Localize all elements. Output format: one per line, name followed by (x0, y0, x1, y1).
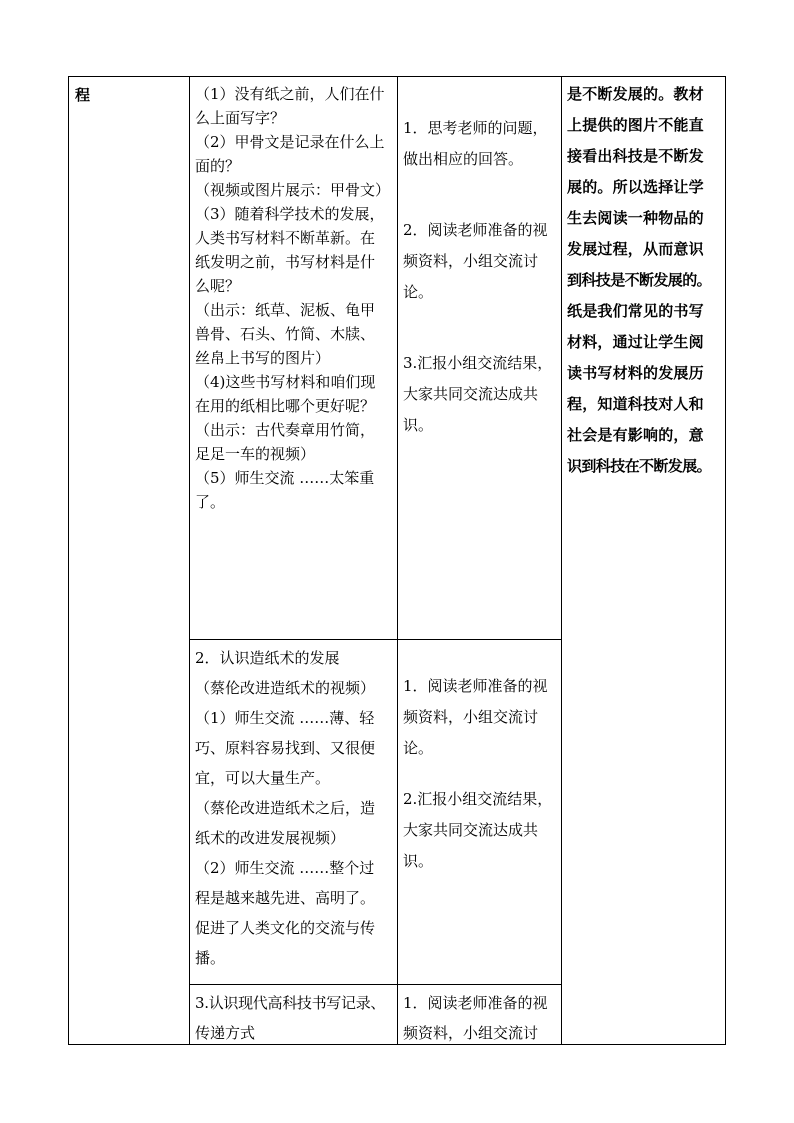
text-line: 促进了人类文化的交流与传 (195, 919, 376, 937)
text-line: 2．阅读老师准备的视 (403, 221, 548, 239)
text-line: 上提供的图片不能直 (567, 116, 704, 134)
text-line: 丝帛上书写的图片） (195, 349, 331, 367)
text-line: 么呢？ (195, 277, 241, 295)
design-intent (567, 79, 725, 482)
text-line: 3.汇报小组交流结果， (403, 354, 553, 372)
teacher-activity-1 (195, 82, 395, 514)
text-line: 2.汇报小组交流结果， (403, 790, 553, 808)
text-line: 纸是我们常见的书写 (567, 302, 704, 320)
text-line: （2）师生交流 ……整个过 (195, 859, 375, 877)
text-line: （蔡伦改进造纸术之后，造 (195, 799, 376, 817)
text-line: 巧、原料容易找到、又很便 (195, 739, 376, 757)
text-line: 足足一车的视频） (195, 445, 316, 463)
text-line: 3.认识现代高科技书写记录、 (195, 994, 386, 1012)
text-line: （视频或图片展示：甲骨文） (195, 181, 391, 199)
text-line: 论。 (403, 283, 434, 301)
text-line: 大家共同交流达成共 (403, 821, 539, 839)
text-line: 人类书写材料不断革新。在 (195, 229, 376, 247)
text-line: 了。 (195, 493, 226, 511)
text-line: 1．阅读老师准备的视 (403, 994, 548, 1012)
text-line: （1）没有纸之前，人们在什 (195, 85, 385, 103)
text-line: 识。 (403, 416, 434, 434)
text-line: 展的。所以选择让学 (567, 178, 704, 196)
text-line: 宜，可以大量生产。 (195, 769, 331, 787)
text-line: 读书写材料的发展历 (567, 364, 704, 382)
text-line: 频资料，小组交流讨 (403, 708, 539, 726)
teacher-activity-2 (195, 643, 395, 973)
text-line: 1．阅读老师准备的视 (403, 677, 548, 695)
student-activity-3 (403, 988, 563, 1048)
text-line: （4)这些书写材料和咱们现 (195, 373, 376, 391)
lesson-plan-table (68, 76, 726, 1045)
text-line: 接看出科技是不断发 (567, 147, 704, 165)
text-line: 频资料，小组交流讨 (403, 252, 539, 270)
text-line: 识。 (403, 852, 434, 870)
text-line: 面的？ (195, 157, 241, 175)
text-line: 传递方式 (195, 1024, 256, 1042)
text-line: 程是越来越先进、高明了。 (195, 889, 376, 907)
text-line: 社会是有影响的，意 (567, 426, 704, 444)
text-line: （5）师生交流 ……太笨重 (195, 469, 375, 487)
text-line: 材料，通过让学生阅 (567, 333, 704, 351)
text-line: 频资料，小组交流讨 (403, 1024, 539, 1042)
text-line: 做出相应的回答。 (403, 150, 524, 168)
text-line: 兽骨、石头、竹简、木牍、 (195, 325, 376, 343)
row-label: 程 (75, 86, 91, 104)
student-activity-1 (403, 113, 563, 441)
text-line: （出示：古代奏章用竹简， (195, 421, 376, 439)
text-line: 播。 (195, 949, 226, 967)
text-line: 识到科技在不断发展。 (567, 457, 712, 475)
row-divider (189, 984, 561, 985)
text-line: （3）随着科学技术的发展， (195, 205, 385, 223)
text-line: 到科技是不断发展的。 (567, 271, 712, 289)
text-line: 在用的纸相比哪个更好呢？ (195, 397, 376, 415)
text-line: 纸发明之前，书写材料是什 (195, 253, 376, 271)
teacher-activity-3 (195, 988, 395, 1048)
text-line: 论。 (403, 739, 434, 757)
row-divider (189, 639, 561, 640)
text-line: 程，知道科技对人和 (567, 395, 704, 413)
text-line: 纸术的改进发展视频） (195, 829, 346, 847)
text-line: （2）甲骨文是记录在什么上 (195, 133, 385, 151)
text-line: （出示：纸草、泥板、龟甲 (195, 301, 376, 319)
text-line: 大家共同交流达成共 (403, 385, 539, 403)
column-divider (397, 77, 398, 1044)
text-line: （蔡伦改进造纸术的视频） (195, 679, 376, 697)
text-line: 生去阅读一种物品的 (567, 209, 704, 227)
column-divider (189, 77, 190, 1044)
text-line: 发展过程，从而意识 (567, 240, 704, 258)
text-line: 么上面写字？ (195, 109, 286, 127)
text-line: 是不断发展的。教材 (567, 85, 704, 103)
text-line: 1．思考老师的问题， (403, 119, 548, 137)
text-line: （1）师生交流 ……薄、轻 (195, 709, 375, 727)
student-activity-2 (403, 671, 563, 877)
text-line: 2．认识造纸术的发展 (195, 649, 340, 667)
